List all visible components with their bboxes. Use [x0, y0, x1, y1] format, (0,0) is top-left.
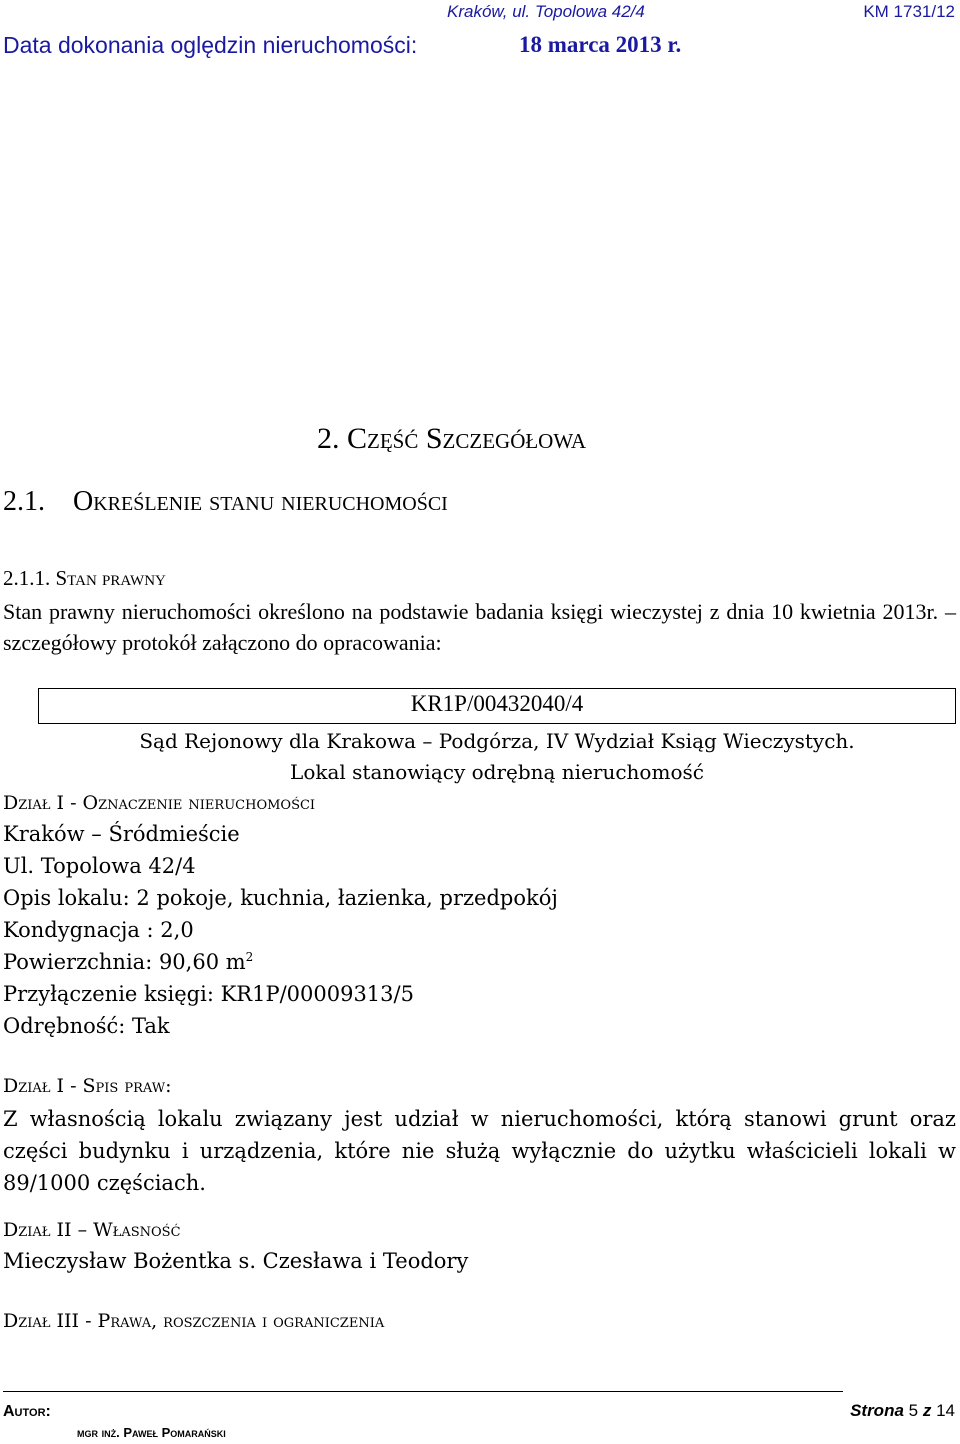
footer-rule [3, 1391, 843, 1392]
dzial1-rights-heading: Dział I - Spis praw: [3, 1075, 172, 1097]
page-of: z [922, 1401, 932, 1420]
part-heading: 2. Część Szczegółowa [317, 422, 587, 455]
footer-page-number [850, 1401, 955, 1421]
page-word: Strona [850, 1401, 904, 1420]
dzial2-heading: Dział II – Własność [3, 1219, 181, 1241]
land-register-box [38, 688, 956, 724]
dzial1-heading: Dział I - Oznaczenie nieruchomości [3, 792, 316, 814]
dzial2-owner: Mieczysław Bożentka s. Czesława i Teodory [3, 1249, 469, 1273]
page-total: 14 [936, 1401, 955, 1420]
dzial1-line: Ul. Topolowa 42/4 [3, 854, 196, 878]
header-case-number: KM 1731/12 [863, 2, 955, 21]
dzial1-line: Przyłączenie księgi: KR1P/00009313/5 [3, 982, 414, 1006]
dzial3-heading: Dział III - Prawa, roszczenia i ograniczenia [3, 1310, 385, 1332]
footer-author-label: Autor: [3, 1403, 51, 1420]
area-label: Powierzchnia: 90,60 m [3, 950, 246, 974]
footer-author-name: mgr inż. Paweł Pomarański [77, 1425, 226, 1440]
inspection-date-value: 18 marca 2013 r. [519, 32, 682, 57]
area-sup: 2 [245, 950, 254, 964]
section-number: 2.1. [3, 486, 45, 517]
dzial1-rights-text: Z własnością lokalu związany jest udział w nieruchomości, którą stanowi grunt oraz części budynku i urządzenia, które nie służą wyłącznie do użytku właścicieli lokali w 89/1000 częściach. [3, 1107, 956, 1195]
intro-paragraph: Stan prawny nieruchomości określono na podstawie badania księgi wieczystej z dnia 10 kwietnia 2013r. – szczegółowy protokół załączono do opracowania: [3, 599, 956, 655]
header-location: Kraków, ul. Topolowa 42/4 [447, 2, 645, 21]
property-type: Lokal stanowiący odrębną nieruchomość [290, 760, 704, 784]
page-num: 5 [908, 1401, 919, 1420]
land-register-number: KR1P/00432040/4 [410, 691, 584, 716]
dzial1-line: Opis lokalu: 2 pokoje, kuchnia, łazienka, przedpokój [3, 886, 558, 910]
dzial1-area [3, 950, 253, 974]
dzial1-line: Kondygnacja : 2,0 [3, 918, 194, 942]
dzial1-line: Odrębność: Tak [3, 1014, 170, 1038]
inspection-date-label: Data dokonania oględzin nieruchomości: [3, 32, 418, 58]
dzial1-line: Kraków – Śródmieście [3, 822, 240, 846]
section-heading [3, 486, 448, 518]
court-name: Sąd Rejonowy dla Krakowa – Podgórza, IV Wydział Ksiąg Wieczystych. [139, 729, 855, 753]
section-title: Określenie stanu nieruchomości [73, 486, 448, 517]
subsection-heading: 2.1.1. Stan prawny [3, 566, 166, 590]
